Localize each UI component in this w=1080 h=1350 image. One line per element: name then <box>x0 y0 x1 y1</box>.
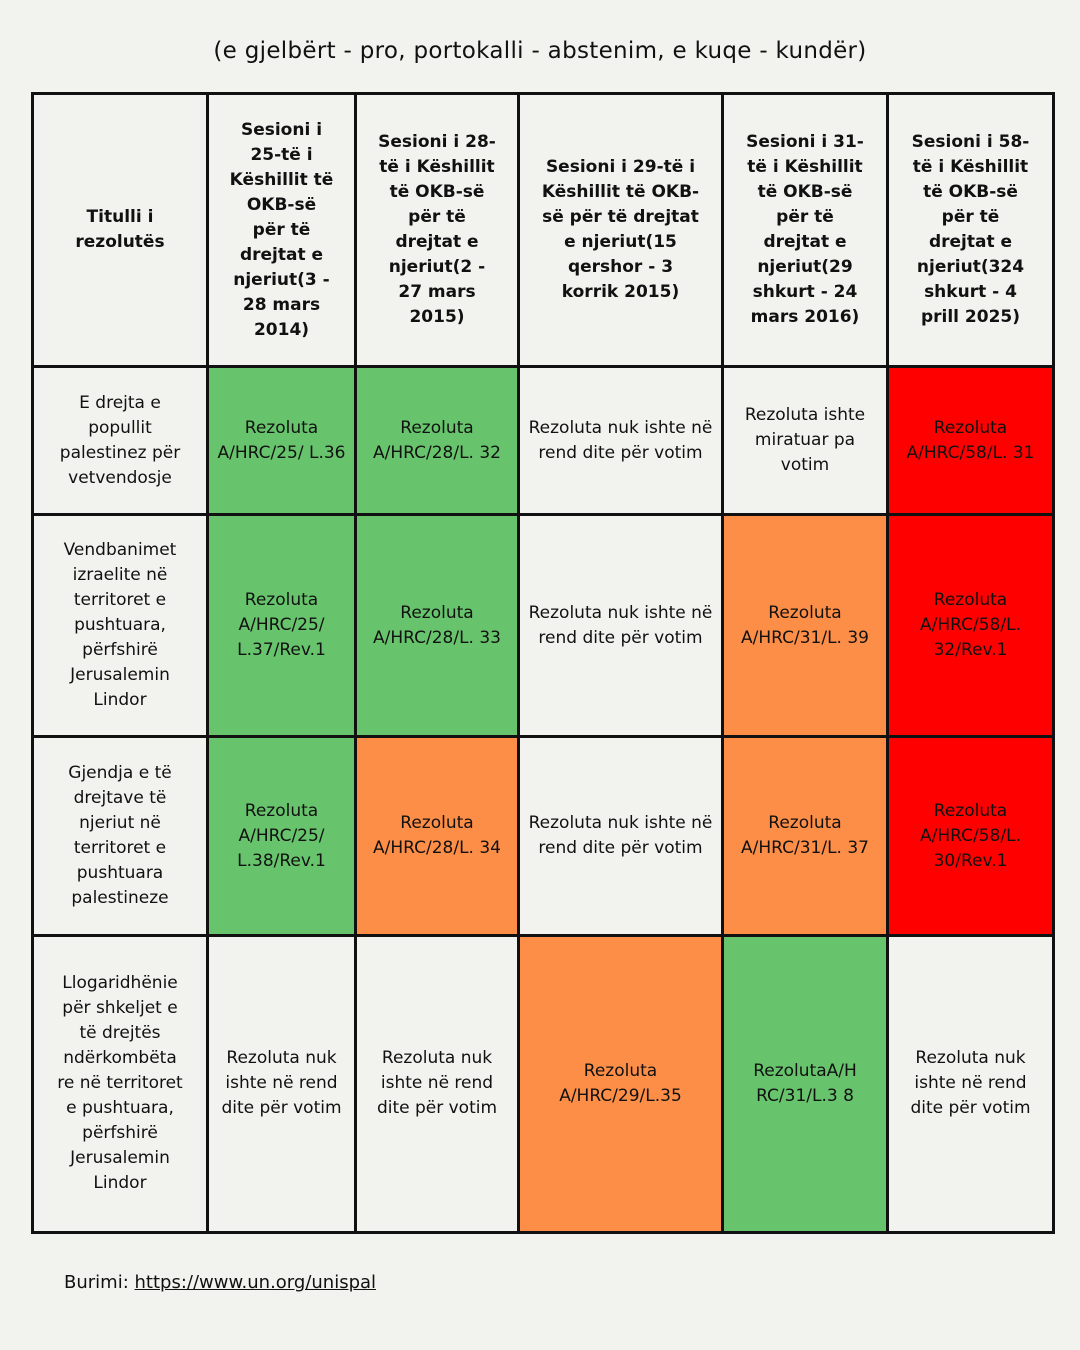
header-row <box>33 94 1054 367</box>
resolutions-table <box>31 92 1055 1234</box>
header-title: Titulli i rezolutës <box>33 94 208 367</box>
vote-cell-red: Rezoluta A/HRC/58/L. 30/Rev.1 <box>888 737 1054 935</box>
row-title: Gjendja e të drejtave të njeriut në territoret e pushtuara palestineze <box>33 737 208 935</box>
vote-cell-none: Rezoluta nuk ishte në rend dite për votim <box>519 367 723 515</box>
source-link[interactable]: https://www.un.org/unispal <box>134 1272 377 1293</box>
source-note <box>64 1272 376 1293</box>
header-session-58: Sesioni i 58-të i Këshillit të OKB-së për të drejtat e njeriut(324 shkurt - 4 prill 2025) <box>888 94 1054 367</box>
vote-cell-green: RezolutaA/H RC/31/L.3 8 <box>723 935 888 1232</box>
vote-cell-none: Rezoluta nuk ishte në rend dite për votim <box>208 935 356 1232</box>
vote-cell-orange: Rezoluta A/HRC/28/L. 34 <box>356 737 519 935</box>
table-row <box>33 367 1054 515</box>
header-session-25: Sesioni i 25-të i Këshillit të OKB-së për të drejtat e njeriut(3 - 28 mars 2014) <box>208 94 356 367</box>
vote-cell-none: Rezoluta nuk ishte në rend dite për votim <box>888 935 1054 1232</box>
vote-cell-green: Rezoluta A/HRC/25/ L.37/Rev.1 <box>208 515 356 737</box>
row-title: Vendbanimet izraelite në territoret e pushtuara, përfshirë Jerusalemin Lindor <box>33 515 208 737</box>
vote-cell-green: Rezoluta A/HRC/28/L. 33 <box>356 515 519 737</box>
vote-cell-orange: Rezoluta A/HRC/29/L.35 <box>519 935 723 1232</box>
vote-cell-green: Rezoluta A/HRC/28/L. 32 <box>356 367 519 515</box>
table-row <box>33 935 1054 1232</box>
vote-cell-none: Rezoluta nuk ishte në rend dite për votim <box>519 515 723 737</box>
table-row <box>33 515 1054 737</box>
vote-cell-none: Rezoluta nuk ishte në rend dite për votim <box>356 935 519 1232</box>
header-session-31: Sesioni i 31-të i Këshillit të OKB-së për të drejtat e njeriut(29 shkurt - 24 mars 2016) <box>723 94 888 367</box>
vote-cell-orange: Rezoluta A/HRC/31/L. 39 <box>723 515 888 737</box>
vote-cell-red: Rezoluta A/HRC/58/L. 31 <box>888 367 1054 515</box>
vote-cell-none: Rezoluta ishte miratuar pa votim <box>723 367 888 515</box>
vote-cell-red: Rezoluta A/HRC/58/L. 32/Rev.1 <box>888 515 1054 737</box>
row-title: E drejta e popullit palestinez për vetvendosje <box>33 367 208 515</box>
table-row <box>33 737 1054 935</box>
header-session-29: Sesioni i 29-të i Këshillit të OKB-së për të drejtat e njeriut(15 qershor - 3 korrik 2015) <box>519 94 723 367</box>
header-session-28: Sesioni i 28-të i Këshillit të OKB-së për të drejtat e njeriut(2 - 27 mars 2015) <box>356 94 519 367</box>
source-label: Burimi: <box>64 1272 129 1293</box>
color-legend: (e gjelbërt - pro, portokalli - abstenim, e kuqe - kundër) <box>213 38 867 64</box>
row-title: Llogaridhënie për shkeljet e të drejtës ndërkombëta re në territoret e pushtuara, përfshirë Jerusalemin Lindor <box>33 935 208 1232</box>
vote-cell-none: Rezoluta nuk ishte në rend dite për votim <box>519 737 723 935</box>
vote-cell-green: Rezoluta A/HRC/25/ L.38/Rev.1 <box>208 737 356 935</box>
vote-cell-orange: Rezoluta A/HRC/31/L. 37 <box>723 737 888 935</box>
vote-cell-green: Rezoluta A/HRC/25/ L.36 <box>208 367 356 515</box>
